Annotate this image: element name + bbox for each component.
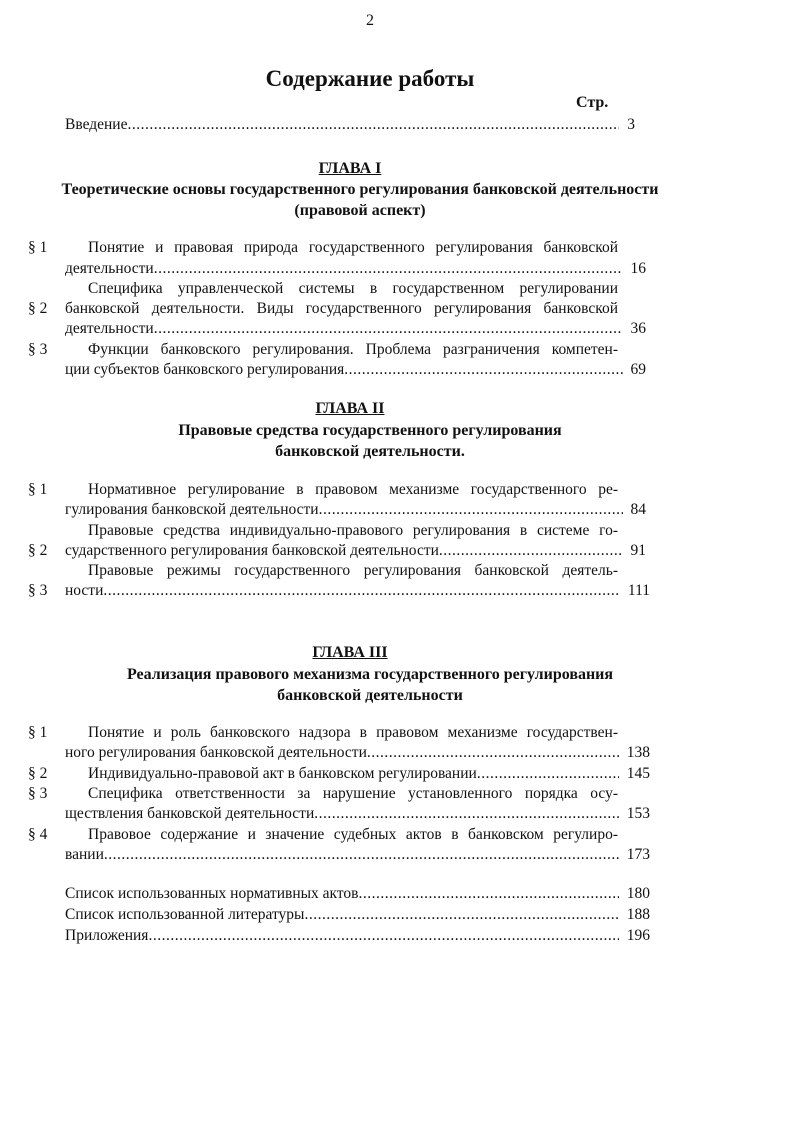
chapter-3-label: ГЛАВА III — [312, 644, 388, 661]
leader-dots — [154, 319, 623, 339]
toc-entry-page: 196 — [626, 927, 650, 944]
toc-entry-literature[interactable]: Список использованной литературы ..... 188 — [65, 905, 650, 925]
toc-entry-appendices[interactable]: Приложения ..... 196 — [65, 926, 650, 946]
section-number: § 4 — [28, 826, 48, 843]
section-page: 91 — [630, 542, 646, 559]
section-number: § 2 — [28, 300, 48, 317]
section-number: § 3 — [28, 785, 48, 802]
section-number: § 1 — [28, 239, 48, 256]
section-number: § 1 — [28, 481, 48, 498]
section-text-line-last: ции субъектов банковского регулирования ..... 69 — [65, 360, 646, 380]
toc-entry-intro[interactable] — [65, 115, 635, 135]
toc-entry-page: 180 — [626, 885, 650, 902]
section-number: § 2 — [28, 765, 48, 782]
toc-entry-normative-acts[interactable]: Список использованных нормативных актов ..... 180 — [65, 884, 650, 904]
chapter-2-label: ГЛАВА II — [315, 400, 385, 417]
section-page: 84 — [630, 501, 646, 518]
section-text-line: Правовые режимы государственного регулирования банковской деятель- — [88, 562, 618, 579]
leader-dots — [103, 581, 620, 601]
section-number: § 3 — [28, 341, 48, 358]
toc-entry-page: 188 — [626, 906, 650, 923]
section-text-line-last: сударственного регулирования банковской деятельности ..... 91 — [65, 541, 646, 561]
section-page: 138 — [626, 744, 650, 761]
section-text-line: Правовые средства индивидуально-правового регулирования в системе го- — [88, 522, 618, 539]
section-page: 69 — [630, 361, 646, 378]
section-number: § 3 — [28, 582, 48, 599]
section-text-line: Специфика ответственности за нарушение установленного порядка осу- — [88, 785, 618, 802]
leader-dots — [344, 360, 622, 380]
toc-entry-text: Введение — [65, 116, 128, 133]
leader-dots — [439, 541, 623, 561]
section-text-line: Понятие и правовая природа государственного регулирования банковской — [88, 239, 618, 256]
section-text-line-last: Индивидуально-правовой акт в банковском регулировании ..... 145 — [88, 764, 650, 784]
leader-dots — [148, 926, 618, 946]
section-page: 145 — [626, 765, 650, 782]
section-text-line: Функции банковского регулирования. Проблема разграничения компетен- — [88, 341, 618, 358]
leader-dots — [127, 115, 619, 135]
section-page: 173 — [626, 846, 650, 863]
leader-dots — [104, 845, 619, 865]
chapter-2-title: Правовые средства государственного регулирования банковской деятельности. — [178, 422, 562, 460]
section-text-line: банковской деятельности. Виды государственного регулирования банковской — [65, 300, 618, 317]
section-page: 153 — [626, 805, 650, 822]
section-text-line-last: вании ..... 173 — [65, 845, 650, 865]
section-page: 111 — [627, 582, 650, 599]
leader-dots — [314, 804, 619, 824]
section-text-line-last: гулирования банковской деятельности ..... 84 — [65, 500, 646, 520]
chapter-1-title: Теоретические основы государственного регулирования банковской деятельности (правовой аспект) — [61, 181, 659, 219]
leader-dots — [319, 500, 623, 520]
section-text-line: Специфика управленческой системы в государственном регулировании — [88, 280, 618, 297]
toc-entry-page: 3 — [627, 116, 635, 133]
section-page: 16 — [630, 260, 646, 277]
section-number: § 1 — [28, 724, 48, 741]
leader-dots — [304, 905, 618, 925]
section-text-line-last: деятельности ..... 36 — [65, 319, 646, 339]
section-text-line-last: ществления банковской деятельности ..... 153 — [65, 804, 650, 824]
page-title: Содержание работы — [265, 66, 475, 91]
leader-dots — [359, 884, 619, 904]
section-text-line-last: ного регулирования банковской деятельности ..... 138 — [65, 743, 650, 763]
section-page: 36 — [630, 320, 646, 337]
page-number: 2 — [366, 12, 374, 29]
leader-dots — [477, 764, 619, 784]
leader-dots — [367, 743, 619, 763]
section-number: § 2 — [28, 542, 48, 559]
section-text-line: Понятие и роль банковского надзора в правовом механизме государствен- — [88, 724, 618, 741]
page-column-label: Стр. — [576, 94, 609, 111]
section-text-line-last: ности ..... 111 — [65, 581, 650, 601]
section-text-line-last: деятельности ..... 16 — [65, 259, 646, 279]
section-text-line: Правовое содержание и значение судебных актов в банковском регулиро- — [88, 826, 618, 843]
chapter-3-title: Реализация правового механизма государственного регулирования банковской деятельности — [126, 666, 614, 704]
section-text-line: Нормативное регулирование в правовом механизме государственного ре- — [88, 481, 618, 498]
leader-dots — [154, 259, 623, 279]
chapter-1-label: ГЛАВА I — [318, 160, 382, 177]
